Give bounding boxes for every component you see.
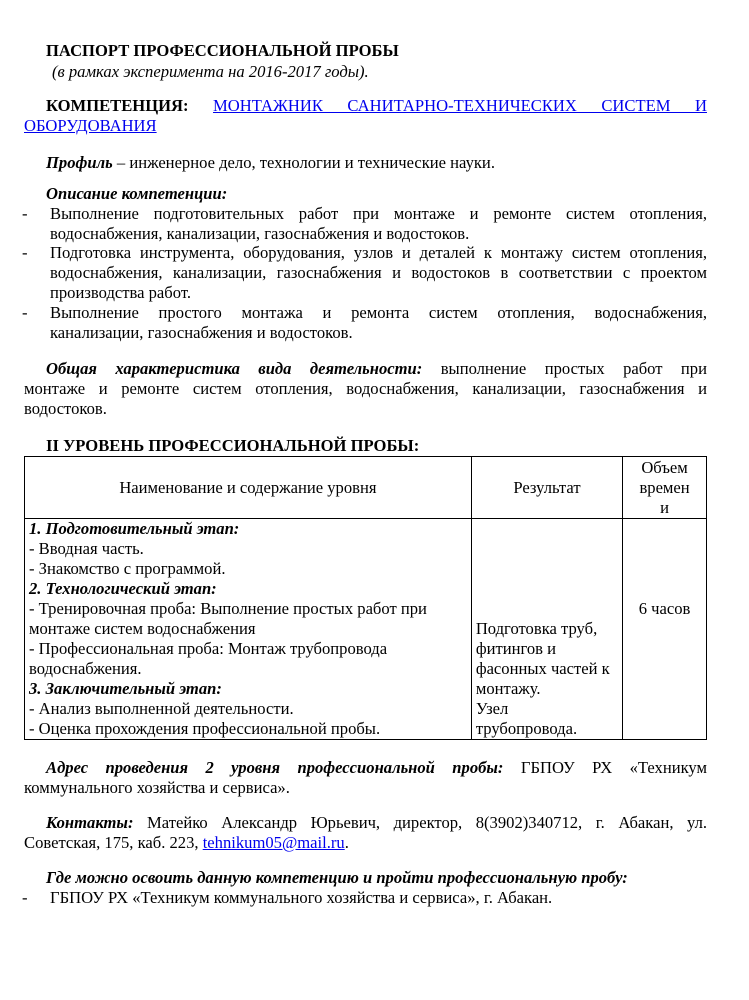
competence-line2 (24, 116, 157, 136)
stage-line: - Знакомство с программой. (29, 559, 226, 578)
col-name-header: Наименование и содержание уровня (25, 457, 472, 519)
level-heading: II УРОВЕНЬ ПРОФЕССИОНАЛЬНОЙ ПРОБЫ: (46, 436, 420, 455)
profile-text: – инженерное дело, технологии и технические науки. (112, 153, 495, 172)
passport-title: ПАСПОРТ ПРОФЕССИОНАЛЬНОЙ ПРОБЫ (46, 41, 399, 60)
profile (46, 153, 495, 173)
competence-link-part2[interactable]: ОБОРУДОВАНИЯ (24, 116, 157, 135)
competence-line1: КОМПЕТЕНЦИЯ: МОНТАЖНИК САНИТАРНО-ТЕХНИЧЕСКИХ СИСТЕМ И (46, 96, 707, 115)
stage-title: 1. Подготовительный этап: (29, 519, 240, 538)
contacts-line1: Контакты: Матейко Александр Юрьевич, директор, 8(3902)340712, г. Абакан, ул. (46, 813, 707, 832)
general-line2: монтаже и ремонте систем отопления, водоснабжения, канализации, газоснабжения и (24, 379, 707, 398)
volume-cell: 6 часов (623, 519, 707, 740)
bullet-dash: - (22, 243, 28, 262)
profile-label: Профиль (46, 153, 113, 172)
passport-subtitle: (в рамках эксперимента на 2016-2017 годы). (52, 62, 369, 81)
address-line1: Адрес проведения 2 уровня профессиональной пробы: ГБПОУ РХ «Техникум (46, 758, 707, 777)
table-header-row (25, 457, 707, 519)
stage-line: - Профессиональная проба: Монтаж трубопровода (29, 639, 388, 658)
competence-link-part1[interactable]: МОНТАЖНИК САНИТАРНО-ТЕХНИЧЕСКИХ СИСТЕМ И (213, 96, 707, 115)
email-link[interactable]: tehnikum05@mail.ru (202, 833, 345, 852)
stage-line: водоснабжения. (29, 659, 142, 678)
description-heading: Описание компетенции: (46, 184, 228, 203)
level-table (24, 456, 707, 740)
stage-line: - Оценка прохождения профессиональной пробы. (29, 719, 381, 738)
competence-label: КОМПЕТЕНЦИЯ (46, 96, 184, 115)
col-volume-header: Объем времен и (623, 457, 707, 519)
stages-cell (25, 519, 472, 740)
result-cell: Подготовка труб, фитингов и фасонных частей к монтажу. Узел трубопровода. (471, 519, 622, 740)
general-line1: Общая характеристика вида деятельности: выполнение простых работ при (46, 359, 707, 378)
stage-line: монтаже систем водоснабжения (29, 619, 256, 638)
stage-title: 2. Технологический этап: (29, 579, 217, 598)
bullet-dash: - (22, 888, 28, 907)
bullet-dash: - (22, 303, 28, 322)
bullet-dash: - (22, 204, 28, 223)
stage-title: 3. Заключительный этап: (29, 679, 222, 698)
where-heading: Где можно освоить данную компетенцию и пройти профессиональную пробу: (46, 868, 628, 887)
general-label: Общая характеристика вида деятельности: (46, 359, 423, 378)
contacts-label: Контакты: (46, 813, 134, 832)
address-line2: коммунального хозяйства и сервиса». (24, 778, 290, 797)
table-row (25, 519, 707, 740)
general-line3: водостоков. (24, 399, 107, 418)
contacts-line2: Советская, 175, каб. 223, tehnikum05@mail.ru. (24, 833, 349, 852)
address-label: Адрес проведения 2 уровня профессиональной пробы: (46, 758, 504, 777)
stage-line: - Анализ выполненной деятельности. (29, 699, 294, 718)
stage-line: - Тренировочная проба: Выполнение простых работ при (29, 599, 427, 618)
stage-line: - Вводная часть. (29, 539, 144, 558)
col-result-header: Результат (471, 457, 622, 519)
